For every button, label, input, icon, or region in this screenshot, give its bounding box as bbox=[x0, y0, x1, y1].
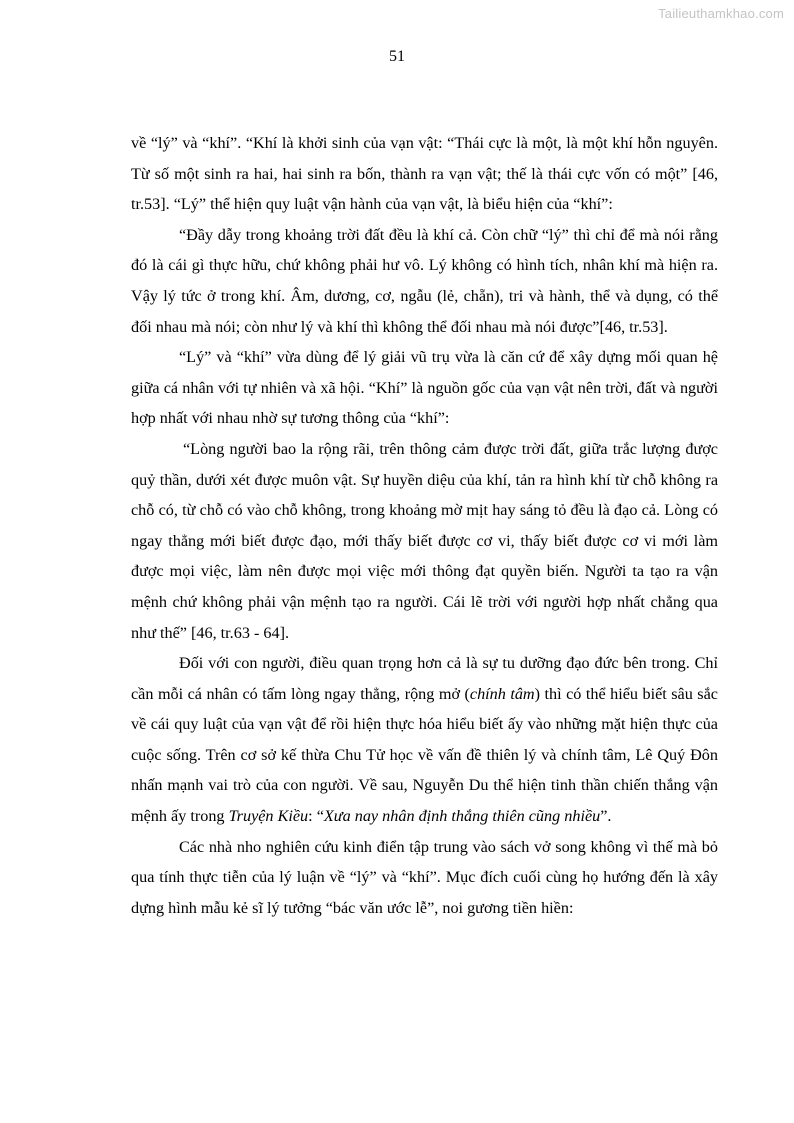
quote-paragraph-2: “Lòng người bao la rộng rãi, trên thông cảm được trời đất, giữa trắc lượng được quỷ thần, dưới xét được muôn vật. Sự huyền diệu của khí, tản ra hình khí từ chỗ không ra chỗ có, từ chỗ có vào chỗ không, trong khoảng mờ mịt hay sáng tỏ đều là đạo cả. Lòng có ngay thẳng mới biết được đạo, mới thấy biết được cơ vi, thấy biết được cơ vi mới làm được mọi việc, làm nên được mọi việc mới thông đạt quyền biến. Người ta tạo ra vận mệnh chứ không phải vận mệnh tạo ra người. Cái lẽ trời với người hợp nhất chẳng qua như thế” [46, tr.63 - 64]. bbox=[131, 439, 718, 642]
paragraph-3 bbox=[131, 648, 718, 832]
paragraph-3-text-c: : “ bbox=[308, 807, 324, 826]
paragraph-1: về “lý” và “khí”. “Khí là khởi sinh của vạn vật: “Thái cực là một, là một khí hỗn nguyên. Từ số một sinh ra hai, hai sinh ra bốn, thành ra vạn vật; thế là thái cực vốn có một” [46, tr.53]. “Lý” thể hiện quy luật vận hành của vạn vật, là biểu hiện của “khí”: bbox=[131, 134, 718, 214]
paragraph-2: “Lý” và “khí” vừa dùng để lý giải vũ trụ vừa là căn cứ để xây dựng mối quan hệ giữa cá nhân với tự nhiên và xã hội. “Khí” là nguồn gốc của vạn vật nên trời, đất và người hợp nhất với nhau nhờ sự tương thông của “khí”: bbox=[131, 348, 718, 428]
document-body bbox=[131, 128, 718, 923]
paragraph-3-text-d: ”. bbox=[600, 807, 612, 826]
italic-truyen-kieu: Truyện Kiều bbox=[228, 807, 309, 826]
quote-paragraph-1: “Đầy dẫy trong khoảng trời đất đều là khí cả. Còn chữ “lý” thì chỉ để mà nói rằng đó là cái gì thực hữu, chứ không phải hư vô. Lý không có hình tích, nhân khí mà hiện ra. Vậy lý tức ở trong khí. Âm, dương, cơ, ngẫu (lẻ, chẵn), tri và hành, thể và dụng, có thể đối nhau mà nói; còn như lý và khí thì không thể đối nhau mà nói được”[46, tr.53]. bbox=[131, 225, 718, 336]
watermark: Tailieuthamkhao.com bbox=[658, 6, 784, 21]
page-number: 51 bbox=[389, 48, 405, 65]
paragraph-4: Các nhà nho nghiên cứu kinh điển tập trung vào sách vở song không vì thế mà bỏ qua tính thực tiễn của lý luận về “lý” và “khí”. Mục đích cuối cùng họ hướng đến là xây dựng hình mẫu kẻ sĩ lý tưởng “bác văn ước lễ”, noi gương tiền hiền: bbox=[131, 837, 718, 917]
paragraph-3-text-b: ) thì có thể hiểu biết sâu sắc về cái quy luật của vạn vật để rồi hiện thực hóa hiểu biết ấy vào những mặt hiện thực của cuộc sống. Trên cơ sở kế thừa Chu Tử học về vấn đề thiên lý và chính tâm, Lê Quý Đôn nhấn mạnh vai trò của con người. Về sau, Nguyễn Du thể hiện tinh thần chiến thắng vận mệnh ấy trong bbox=[131, 684, 718, 826]
italic-quote: Xưa nay nhân định thắng thiên cũng nhiều bbox=[323, 807, 601, 826]
italic-chinh-tam: chính tâm bbox=[469, 684, 535, 703]
paragraph-3-text-a: Đối với con người, điều quan trọng hơn cả là sự tu dưỡng đạo đức bên trong. Chỉ cần mỗi cá nhân có tấm lòng ngay thẳng, rộng mở ( bbox=[131, 654, 718, 703]
